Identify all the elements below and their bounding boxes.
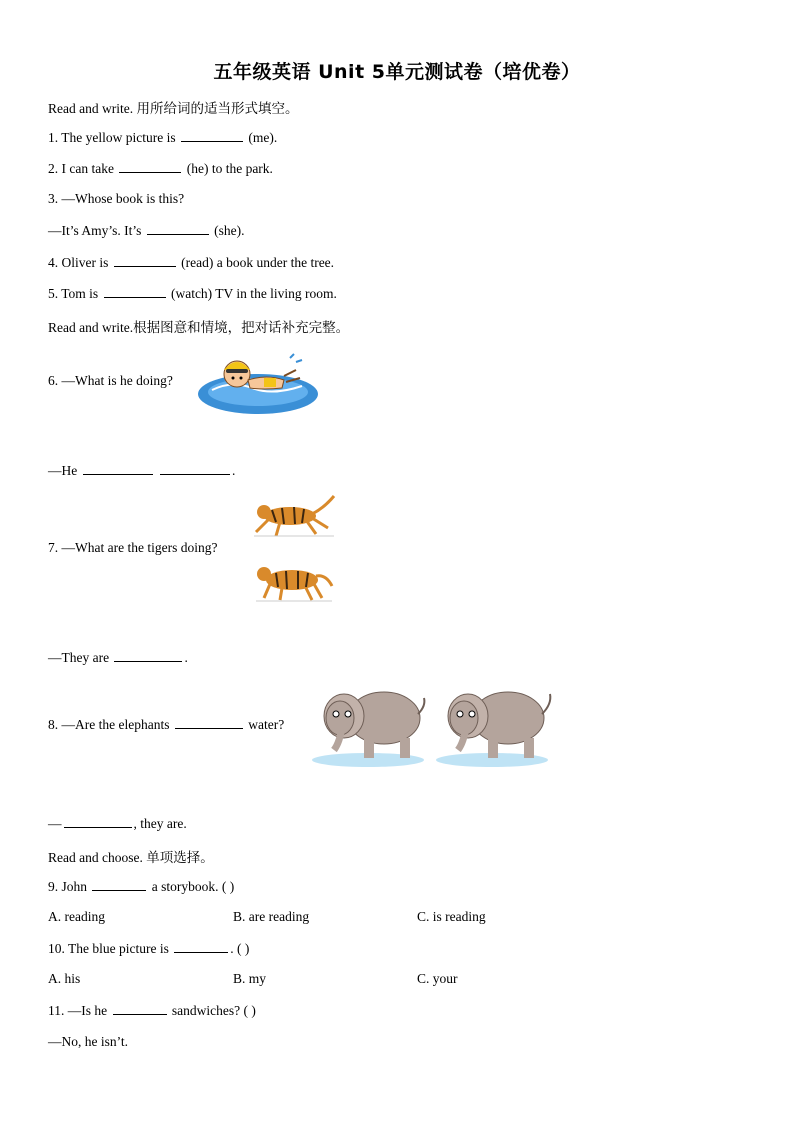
q9-end: a storybook. ( ) <box>151 879 235 894</box>
question-10 <box>48 940 249 957</box>
q9-option-b[interactable]: B. are reading <box>233 909 310 924</box>
q11-blank[interactable] <box>113 1002 167 1015</box>
q9-blank[interactable] <box>92 878 146 891</box>
question-7 <box>48 540 217 556</box>
q10-text: 10. The blue picture is <box>48 941 169 956</box>
q8a-text: — <box>48 816 62 831</box>
question-5 <box>48 285 337 302</box>
q11-end: sandwiches? ( ) <box>171 1003 256 1018</box>
q2-text: 2. I can take <box>48 161 114 176</box>
q5-text: 5. Tom is <box>48 286 99 301</box>
q9-option-c[interactable]: C. is reading <box>417 909 486 924</box>
question-8 <box>48 716 284 733</box>
q8a-blank[interactable] <box>64 815 132 828</box>
q8-blank[interactable] <box>175 716 243 729</box>
q2-blank[interactable] <box>119 160 181 173</box>
q6-text: 6. —What is he doing? <box>48 373 173 388</box>
question-11 <box>48 1002 256 1019</box>
q9-text: 9. John <box>48 879 88 894</box>
q10-blank[interactable] <box>174 940 228 953</box>
q10-end: . ( ) <box>230 941 250 956</box>
q4-hint: (read) a book under the tree. <box>181 255 335 270</box>
swimming-boy-image <box>192 350 322 418</box>
section3-instruction: Read and choose. 单项选择。 <box>48 850 214 865</box>
q8-end: water? <box>248 717 285 732</box>
section2-instruction: Read and write.根据图意和情境，把对话补充完整。 <box>48 320 350 335</box>
q11-text: 11. —Is he <box>48 1003 108 1018</box>
question-4 <box>48 254 334 271</box>
q1-text: 1. The yellow picture is <box>48 130 176 145</box>
q10-option-c[interactable]: C. your <box>417 971 458 986</box>
question-1 <box>48 129 277 146</box>
elephant-right-image <box>432 680 558 770</box>
q7a-end: . <box>184 650 188 665</box>
section1-instruction: Read and write. 用所给词的适当形式填空。 <box>48 101 299 116</box>
question-2 <box>48 160 273 177</box>
question-7-answer <box>48 649 188 666</box>
elephant-left-image <box>310 680 432 770</box>
question-11-answer: —No, he isn’t. <box>48 1034 128 1049</box>
q3b-hint: (she). <box>214 223 245 238</box>
question-6-answer <box>48 462 235 479</box>
q3-text: 3. —Whose book is this? <box>48 191 185 206</box>
page-title: 五年级英语 Unit 5单元测试卷（培优卷） <box>213 61 581 83</box>
question-3-answer <box>48 222 245 239</box>
q6-blank-2[interactable] <box>160 462 230 475</box>
question-9 <box>48 878 234 895</box>
q9-option-a[interactable]: A. reading <box>48 909 105 924</box>
q7-text: 7. —What are the tigers doing? <box>48 540 218 555</box>
q7a-text: —They are <box>48 650 110 665</box>
q7-blank[interactable] <box>114 649 182 662</box>
question-6 <box>48 373 173 389</box>
q6a-text: —He <box>48 463 78 478</box>
q6a-end: . <box>232 463 236 478</box>
q2-hint: (he) to the park. <box>186 161 273 176</box>
question-8-answer <box>48 815 187 832</box>
q1-blank[interactable] <box>181 129 243 142</box>
q1-hint: (me). <box>248 130 278 145</box>
q3b-text: —It’s Amy’s. It’s <box>48 223 142 238</box>
q6-blank-1[interactable] <box>83 462 153 475</box>
q5-hint: (watch) TV in the living room. <box>170 286 337 301</box>
q3-blank[interactable] <box>147 222 209 235</box>
running-tiger-top-image <box>250 492 338 540</box>
q5-blank[interactable] <box>104 285 166 298</box>
q8-text: 8. —Are the elephants <box>48 717 170 732</box>
running-tiger-bottom-image <box>250 558 336 604</box>
question-3 <box>48 191 184 207</box>
q4-text: 4. Oliver is <box>48 255 109 270</box>
q4-blank[interactable] <box>114 254 176 267</box>
q10-option-a[interactable]: A. his <box>48 971 81 986</box>
q10-option-b[interactable]: B. my <box>233 971 267 986</box>
q8a-end: , they are. <box>133 816 187 831</box>
